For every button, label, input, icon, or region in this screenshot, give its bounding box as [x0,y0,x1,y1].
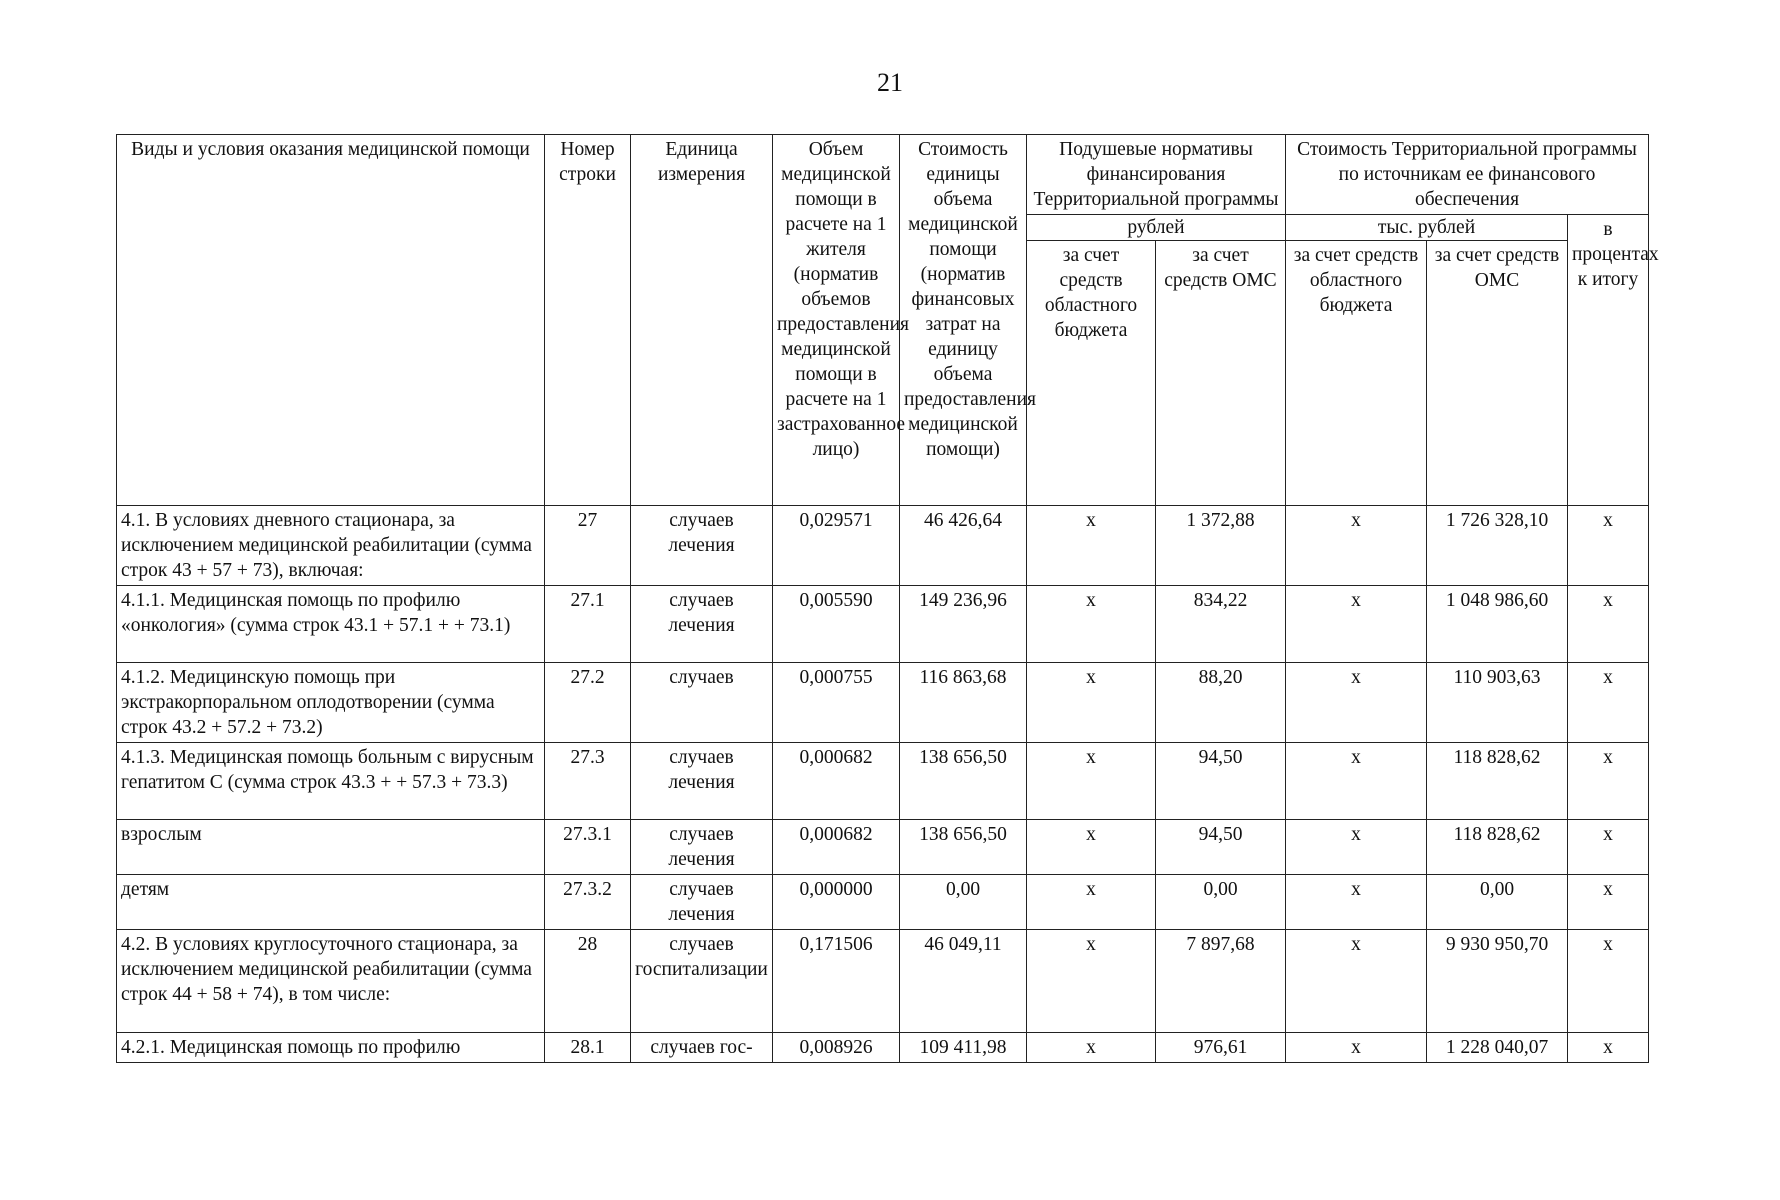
cell-percent: х [1568,1033,1649,1063]
cell-volume: 0,008926 [773,1033,900,1063]
cell-volume: 0,171506 [773,930,900,1033]
header-per-capita-unit: рублей [1027,215,1286,241]
cell-num: 27 [545,506,631,586]
cell-unit: случаев лечения [631,820,773,875]
cell-unit: случаев госпитализации [631,930,773,1033]
header-cost: Стоимость единицы объема медицинской помощи (норматив финансовых затрат на единицу объема предоставления медицинской помощи) [900,135,1027,506]
cell-pr-oms: 9 930 950,70 [1427,930,1568,1033]
cell-percent: х [1568,586,1649,663]
table-row [117,1033,1649,1063]
cell-pc-budget: х [1027,586,1156,663]
cell-cost: 46 049,11 [900,930,1027,1033]
cell-pc-budget: х [1027,506,1156,586]
cell-percent: х [1568,820,1649,875]
table-row [117,506,1649,586]
cell-percent: х [1568,506,1649,586]
cell-percent: х [1568,663,1649,743]
cell-name: 4.1.3. Медицинская помощь больным с вирусным гепатитом С (сумма строк 43.3 + + 57.3 + 73.3) [117,743,545,820]
cell-volume: 0,000755 [773,663,900,743]
cell-volume: 0,029571 [773,506,900,586]
cell-pc-oms: 7 897,68 [1156,930,1286,1033]
header-per-capita-group: Подушевые нормативы финансирования Территориальной программы [1027,135,1286,215]
cell-pr-budget: х [1286,820,1427,875]
cell-unit: случаев лечения [631,506,773,586]
table-row [117,930,1649,1033]
cell-pc-budget: х [1027,875,1156,930]
cell-pc-oms: 0,00 [1156,875,1286,930]
cell-pc-budget: х [1027,743,1156,820]
cell-pr-budget: х [1286,586,1427,663]
cell-pc-oms: 1 372,88 [1156,506,1286,586]
cell-percent: х [1568,930,1649,1033]
cell-name: 4.1. В условиях дневного стационара, за исключением медицинской реабилитации (сумма строк 43 + 57 + 73), включая: [117,506,545,586]
cell-num: 27.3.1 [545,820,631,875]
cell-unit: случаев лечения [631,875,773,930]
cell-pr-oms: 118 828,62 [1427,820,1568,875]
header-unit: Единица измерения [631,135,773,506]
table-row [117,663,1649,743]
cell-pr-oms: 1 048 986,60 [1427,586,1568,663]
cell-cost: 138 656,50 [900,820,1027,875]
cell-unit: случаев гос- [631,1033,773,1063]
cell-num: 27.3.2 [545,875,631,930]
header-oms-2: за счет средств ОМС [1427,241,1568,506]
cell-pr-budget: х [1286,875,1427,930]
header-program-cost-group: Стоимость Территориальной программы по источникам ее финансового обеспечения [1286,135,1649,215]
cell-num: 28.1 [545,1033,631,1063]
cell-pr-budget: х [1286,930,1427,1033]
cell-name: 4.1.2. Медицинскую помощь при экстракорпоральном оплодотворении (сумма строк 43.2 + 57.2 + 73.2) [117,663,545,743]
header-program-cost-unit: тыс. рублей [1286,215,1568,241]
cell-pc-budget: х [1027,930,1156,1033]
financing-table [116,134,1659,1063]
cell-num: 27.2 [545,663,631,743]
cell-cost: 116 863,68 [900,663,1027,743]
cell-pr-budget: х [1286,743,1427,820]
cell-unit: случаев лечения [631,586,773,663]
header-row-number: Номер строки [545,135,631,506]
cell-percent: х [1568,875,1649,930]
cell-name: 4.2.1. Медицинская помощь по профилю [117,1033,545,1063]
cell-cost: 149 236,96 [900,586,1027,663]
page-number: 21 [877,68,903,97]
cell-cost: 46 426,64 [900,506,1027,586]
cell-pc-oms: 88,20 [1156,663,1286,743]
cell-name: 4.2. В условиях круглосуточного стационара, за исключением медицинской реабилитации (сумма строк 44 + 58 + 74), в том числе: [117,930,545,1033]
table-row [117,820,1649,875]
cell-cost: 109 411,98 [900,1033,1027,1063]
cell-pr-oms: 0,00 [1427,875,1568,930]
cell-name: взрослым [117,820,545,875]
header-percent: в процентах к итогу [1568,215,1649,506]
cell-num: 27.1 [545,586,631,663]
cell-pc-budget: х [1027,1033,1156,1063]
cell-pc-oms: 976,61 [1156,1033,1286,1063]
cell-pr-oms: 1 726 328,10 [1427,506,1568,586]
cell-pr-budget: х [1286,506,1427,586]
cell-unit: случаев лечения [631,743,773,820]
cell-num: 28 [545,930,631,1033]
cell-pc-oms: 94,50 [1156,743,1286,820]
cell-pr-budget: х [1286,663,1427,743]
header-oms: за счет средств ОМС [1156,241,1286,506]
table-row [117,875,1649,930]
cell-volume: 0,000000 [773,875,900,930]
header-kind: Виды и условия оказания медицинской помощи [117,135,545,506]
cell-volume: 0,000682 [773,820,900,875]
cell-name: 4.1.1. Медицинская помощь по профилю «онкология» (сумма строк 43.1 + 57.1 + + 73.1) [117,586,545,663]
table-row [117,586,1649,663]
cell-cost: 138 656,50 [900,743,1027,820]
table-row [117,743,1649,820]
cell-name: детям [117,875,545,930]
cell-volume: 0,000682 [773,743,900,820]
cell-pc-oms: 834,22 [1156,586,1286,663]
cell-pc-budget: х [1027,820,1156,875]
cell-pr-oms: 1 228 040,07 [1427,1033,1568,1063]
cell-cost: 0,00 [900,875,1027,930]
cell-num: 27.3 [545,743,631,820]
cell-pc-budget: х [1027,663,1156,743]
header-regional-budget: за счет средств областного бюджета [1027,241,1156,506]
cell-pr-oms: 118 828,62 [1427,743,1568,820]
cell-percent: х [1568,743,1649,820]
cell-volume: 0,005590 [773,586,900,663]
cell-pr-budget: х [1286,1033,1427,1063]
header-regional-budget-2: за счет средств областного бюджета [1286,241,1427,506]
cell-pr-oms: 110 903,63 [1427,663,1568,743]
cell-unit: случаев [631,663,773,743]
cell-pc-oms: 94,50 [1156,820,1286,875]
header-volume: Объем медицинской помощи в расчете на 1 жителя (норматив объемов предоставления медицинской помощи в расчете на 1 застрахованное лицо) [773,135,900,506]
